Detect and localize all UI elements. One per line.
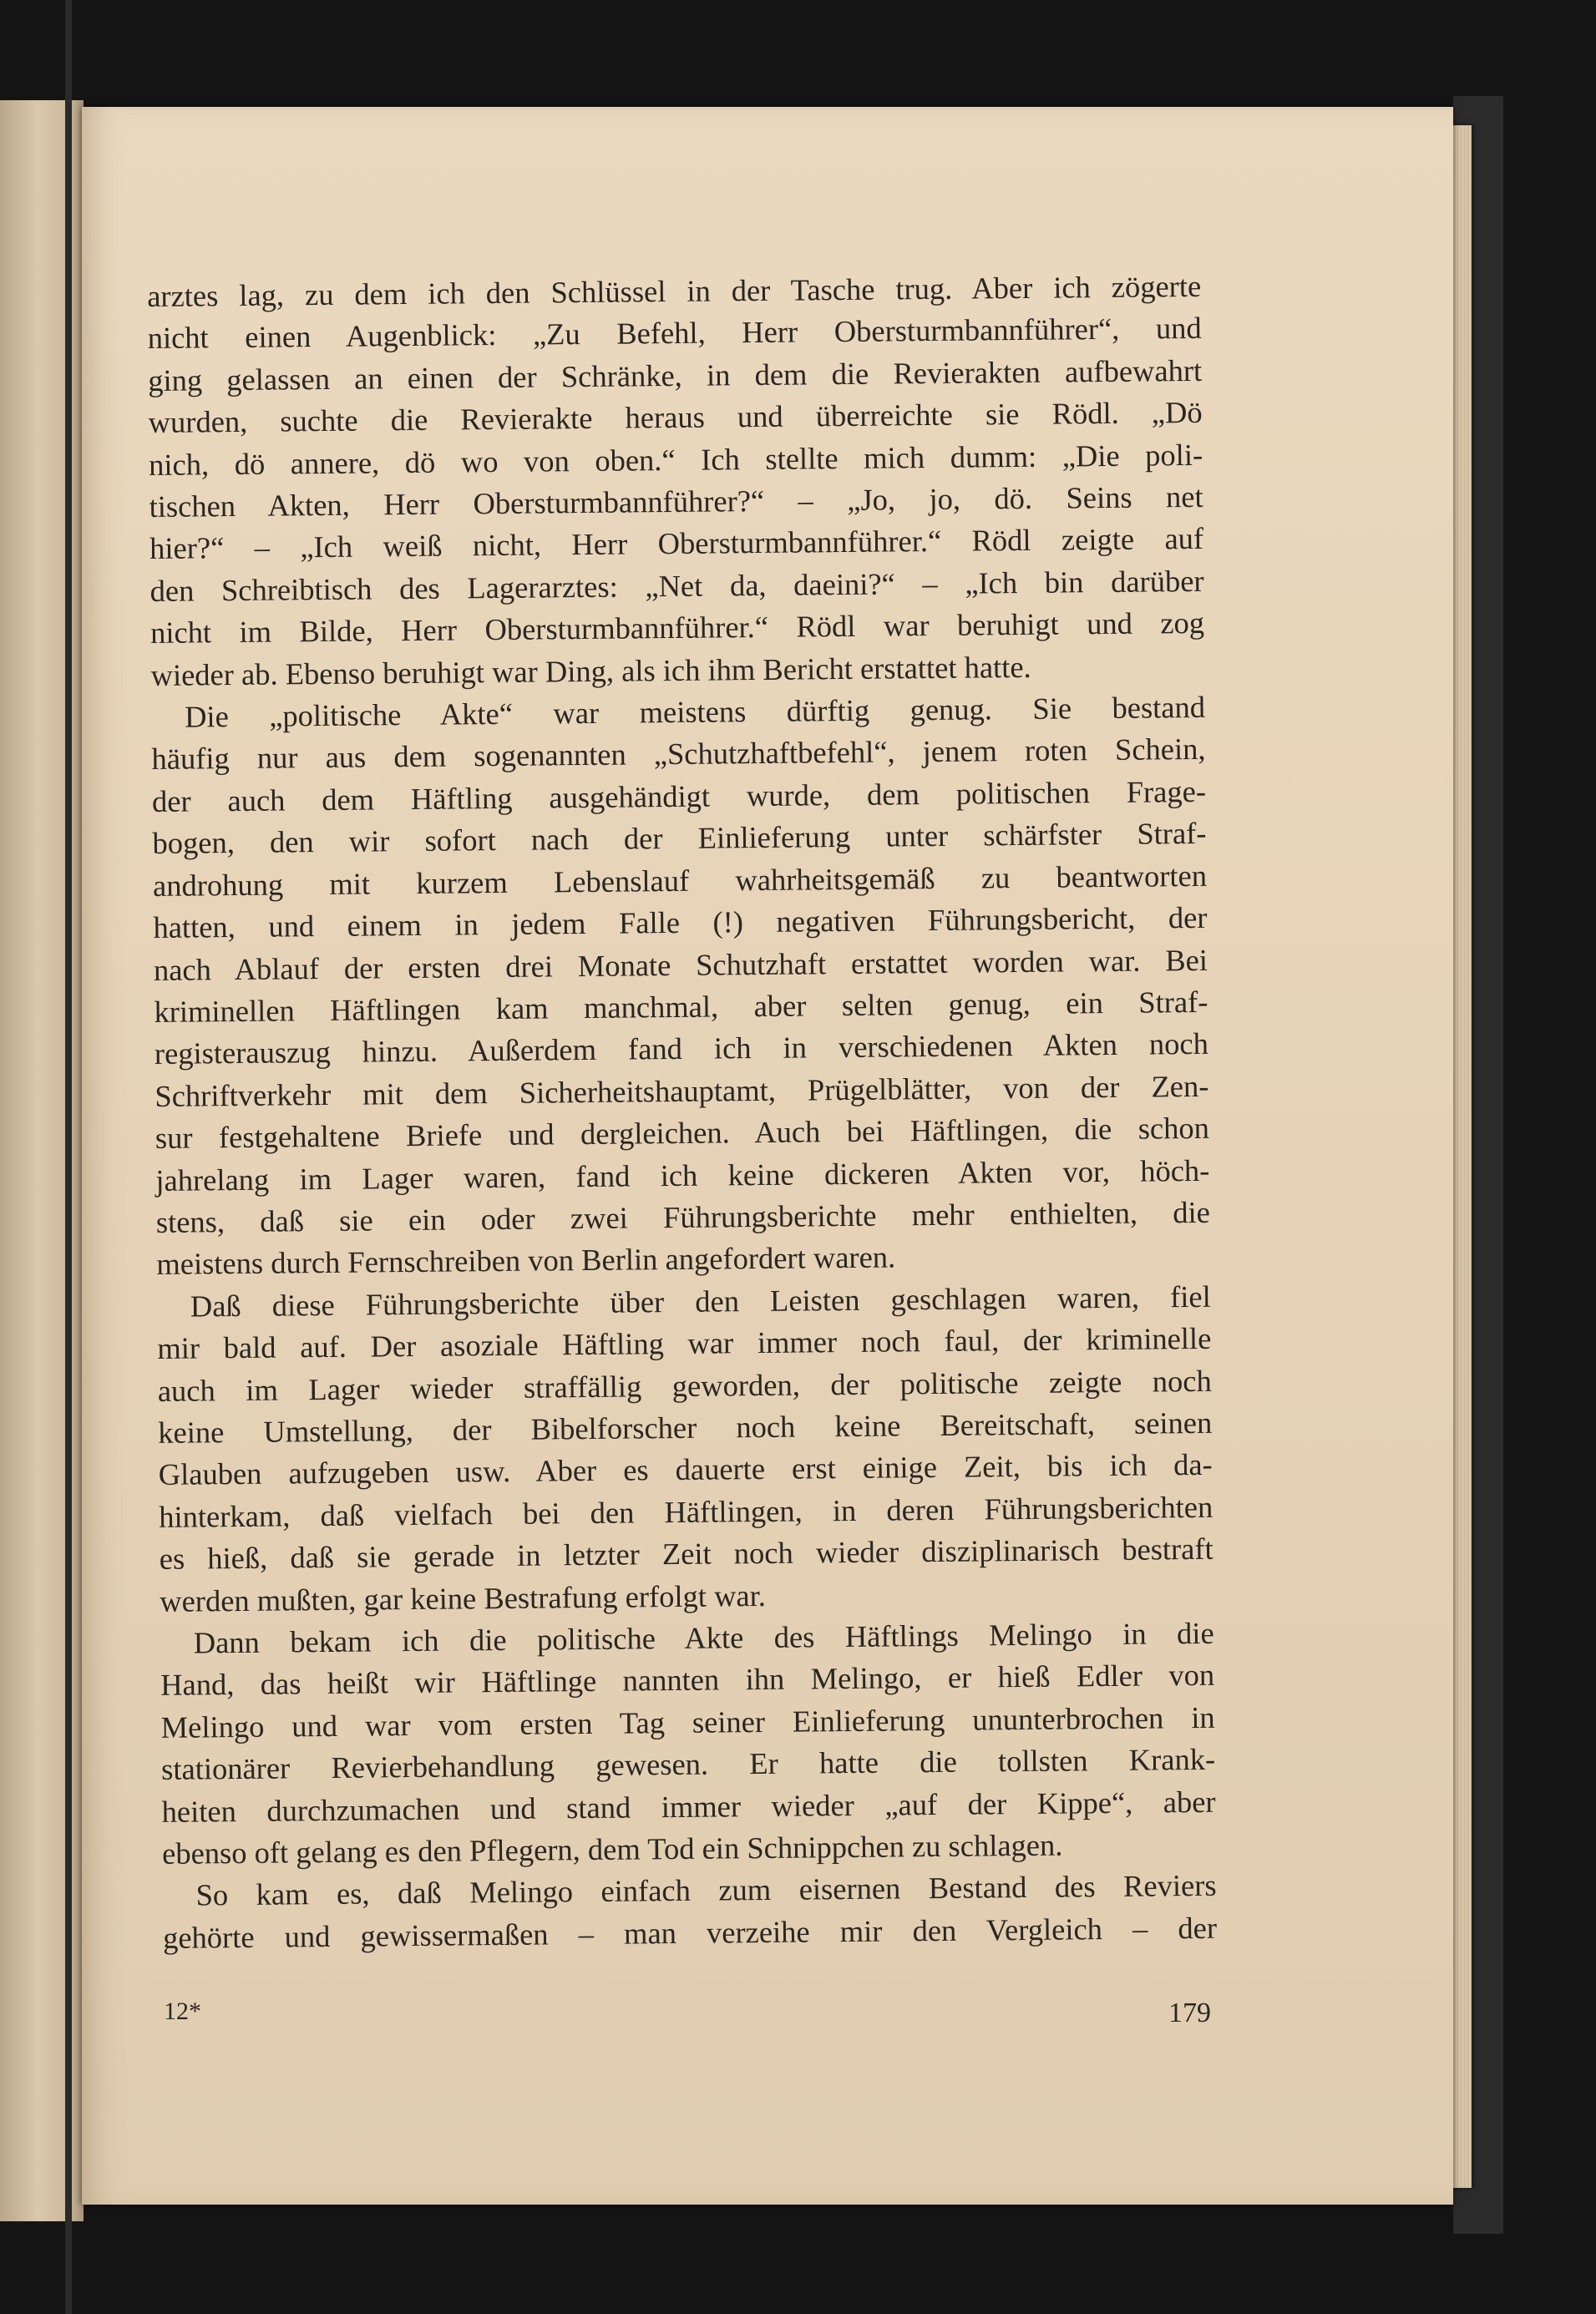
page-number: 179 <box>1168 1998 1211 2028</box>
text-line: wieder ab. Ebenso beruhigt war Ding, als ich ihm Bericht erstattet hatte. <box>150 649 1031 692</box>
text-line: häufig nur aus dem sogenannten „Schutzhaftbefehl“, jenem roten Schein, <box>151 732 1206 777</box>
text-line: nach Ablauf der ersten drei Monate Schutzhaft erstattet worden war. Bei <box>153 942 1208 987</box>
text-line: hier?“ – „Ich weiß nicht, Herr Obersturmbannführer.“ Rödl zeigte auf <box>149 521 1204 566</box>
text-line: auch im Lager wieder straffällig geworden, der politische zeigte noch <box>157 1363 1212 1408</box>
text-line: wurden, suchte die Revierakte heraus und überreichte sie Rödl. „Dö <box>148 395 1203 440</box>
body-text <box>147 266 1217 1959</box>
text-line: meistens durch Fernschreiben von Berlin angefordert waren. <box>156 1239 896 1282</box>
text-line: stens, daß sie ein oder zwei Führungsberichte mehr enthielten, die <box>155 1194 1211 1239</box>
text-line: der auch dem Häftling ausgehändigt wurde, dem politischen Frage- <box>151 773 1207 818</box>
text-line: mir bald auf. Der asoziale Häftling war immer noch faul, der kriminelle <box>157 1320 1212 1366</box>
text-line: werden mußten, gar keine Bestrafung erfolgt war. <box>160 1577 767 1618</box>
text-line: nich, dö annere, dö wo von oben.“ Ich stellte mich dumm: „Die poli- <box>148 437 1203 482</box>
paragraph <box>160 1613 1216 1876</box>
text-line: nicht im Bilde, Herr Obersturmbannführer.“ Rödl war beruhigt und zog <box>149 605 1205 651</box>
text-line: ebenso oft gelang es den Pflegern, dem Tod ein Schnippchen zu schlagen. <box>161 1827 1063 1871</box>
book-spine-shadow <box>65 0 72 2314</box>
text-line: tischen Akten, Herr Obersturmbannführer?“ – „Jo, jo, dö. Seins net <box>149 478 1203 524</box>
text-line: kriminellen Häftlingen kam manchmal, aber selten genug, ein Straf- <box>154 984 1208 1029</box>
text-line: Hand, das heißt wir Häftlinge nannten ihn Melingo, er hieß Edler von <box>160 1658 1215 1703</box>
text-line: stationärer Revierbehandlung gewesen. Er hatte die tollsten Krank- <box>160 1742 1216 1787</box>
text-line: arztes lag, zu dem ich den Schlüssel in der Tasche trug. Aber ich zögerte <box>147 268 1202 313</box>
text-line: Schriftverkehr mit dem Sicherheitshauptamt, Prügelblätter, von der Zen- <box>155 1068 1209 1113</box>
text-line: sur festgehaltene Briefe und dergleichen. Auch bei Häftlingen, die schon <box>155 1110 1210 1156</box>
text-line: nicht einen Augenblick: „Zu Befehl, Herr Obersturmbannführer“, und <box>147 311 1202 356</box>
text-line: gehörte und gewissermaßen – man verzeihe mir den Vergleich – der <box>162 1910 1218 1955</box>
text-line: registerauszug hinzu. Außerdem fand ich in verschiedenen Akten noch <box>154 1026 1209 1071</box>
signature-mark: 12* <box>164 1998 201 2025</box>
text-line: Dann bekam ich die politische Akte des Häftlings Melingo in die <box>193 1615 1214 1660</box>
text-line: hatten, und einem in jedem Falle (!) negativen Führungsbericht, der <box>153 899 1208 945</box>
text-line: bogen, den wir sofort nach der Einlieferung unter schärfster Straf- <box>152 816 1207 861</box>
text-line: hinterkam, daß vielfach bei den Häftlingen, in deren Führungsberichten <box>159 1489 1213 1534</box>
text-line: Daß diese Führungsberichte über den Leisten geschlagen waren, fiel <box>190 1279 1211 1324</box>
text-line: jahrelang im Lager waren, fand ich keine dickeren Akten vor, höch- <box>155 1152 1210 1198</box>
text-line: keine Umstellung, der Bibelforscher noch keine Bereitschaft, seinen <box>158 1405 1213 1450</box>
paragraph <box>151 686 1211 1286</box>
text-line: Glauben aufzugeben usw. Aber es dauerte erst einige Zeit, bis ich da- <box>158 1447 1213 1492</box>
paragraph <box>162 1865 1217 1959</box>
text-line: es hieß, daß sie gerade in letzter Zeit noch wieder disziplinarisch bestraft <box>159 1532 1213 1577</box>
text-line: androhung mit kurzem Lebenslauf wahrheitsgemäß zu beantworten <box>152 858 1208 903</box>
paragraph <box>157 1276 1214 1623</box>
text-line: heiten durchzumachen und stand immer wieder „auf der Kippe“, aber <box>161 1784 1216 1829</box>
page-footer <box>164 1998 1211 2031</box>
text-line: Melingo und war vom ersten Tag seiner Einlieferung ununterbrochen in <box>160 1699 1215 1744</box>
text-line: den Schreibtisch des Lagerarztes: „Net da, daeini?“ – „Ich bin darüber <box>149 563 1204 608</box>
text-line: So kam es, daß Melingo einfach zum eisernen Bestand des Reviers <box>195 1868 1217 1912</box>
text-line: ging gelassen an einen der Schränke, in dem die Revierakten aufbewahrt <box>148 352 1203 397</box>
text-line: Die „politische Akte“ war meistens dürftig genug. Sie bestand <box>184 689 1206 734</box>
paragraph <box>147 266 1205 696</box>
